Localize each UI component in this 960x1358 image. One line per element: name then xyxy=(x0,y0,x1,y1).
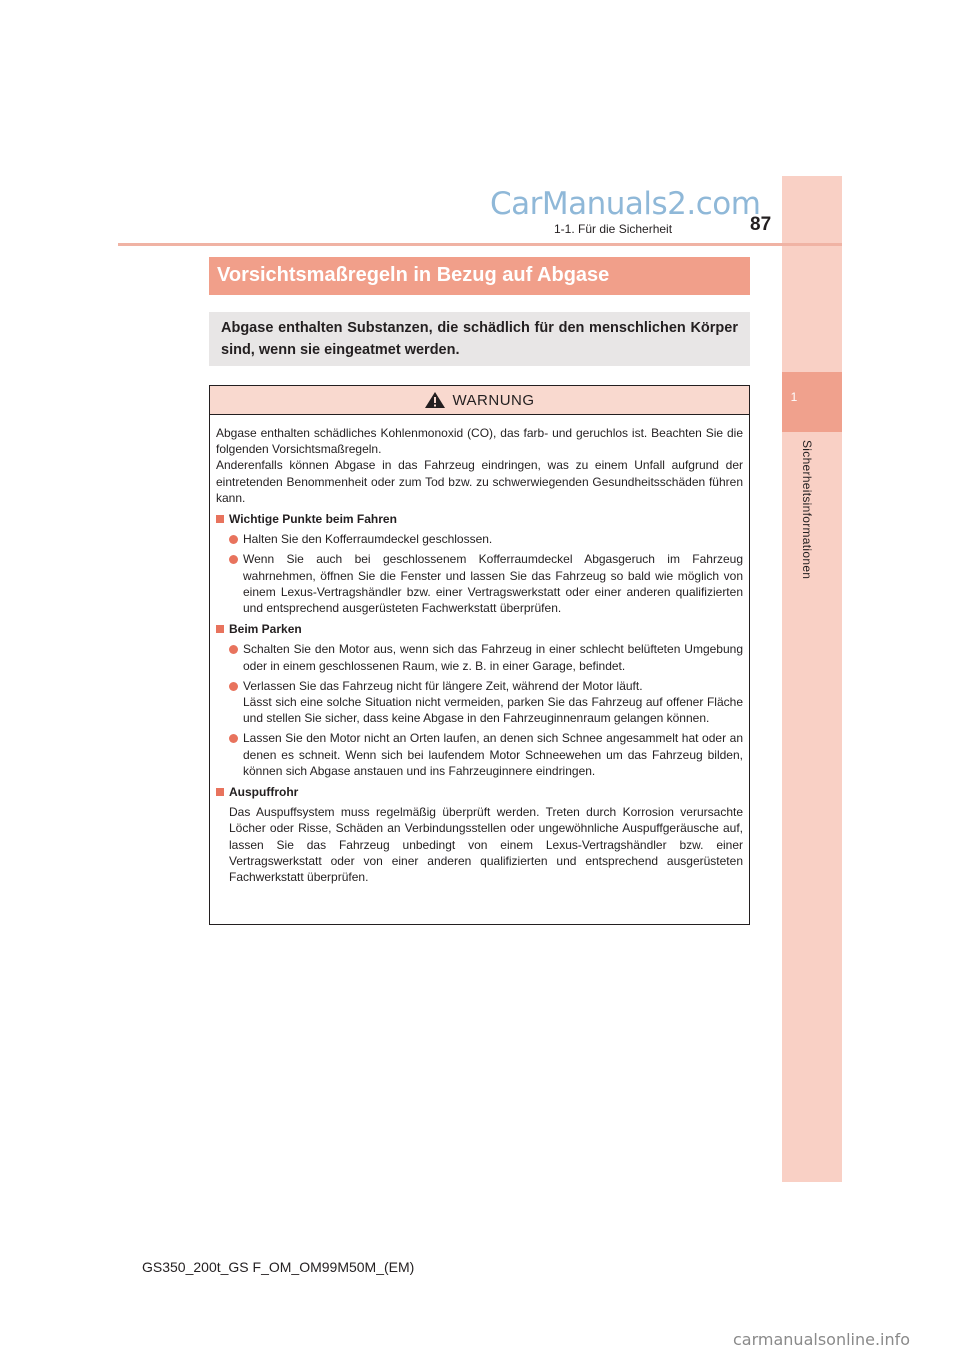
warning-intro-2: Anderenfalls können Abgase in das Fahrzeug eindringen, was zu einem Unfall aufgrund der eintretenden Benommenheit oder zum Tod bzw. zu schwerwiegenden Gesundheitsschäden führen kann. xyxy=(216,458,743,505)
warning-label: WARNUNG xyxy=(452,391,535,409)
round-bullet-icon xyxy=(229,555,238,564)
square-bullet-icon xyxy=(216,515,224,523)
watermark-logo-top: CarManuals2.com xyxy=(490,186,761,222)
page-title: Vorsichtsmaßregeln in Bezug auf Abgase xyxy=(209,257,750,295)
square-bullet-icon xyxy=(216,788,224,796)
list-item: Lassen Sie den Motor nicht an Orten laufen, an denen sich Schnee angesammelt hat oder an denen es schneit. Wenn sich bei laufendem Motor Schneewehen um das Fahrzeug bilden, können sich Abgase anstauen und ins Fahrzeuginnere eindringen. xyxy=(216,730,743,779)
square-bullet-icon xyxy=(216,625,224,633)
watermark-bottom: carmanualsonline.info xyxy=(733,1330,911,1349)
warning-intro-1: Abgase enthalten schädliches Kohlenmonoxid (CO), das farb- und geruchlos ist. Beachten Sie die folgenden Vorsichtsmaßregeln. xyxy=(216,426,743,457)
chapter-number: 1 xyxy=(790,390,798,404)
chapter-side-tab xyxy=(782,176,842,1182)
list-item: Halten Sie den Kofferraumdeckel geschlossen. xyxy=(216,531,743,547)
round-bullet-icon xyxy=(229,645,238,654)
list-item: Schalten Sie den Motor aus, wenn sich das Fahrzeug in einer schlecht belüfteten Umgebung oder in einem geschlossenen Raum, wie z. B. in einer Garage, befindet. xyxy=(216,641,743,673)
section-heading-text: Beim Parken xyxy=(229,622,302,637)
chapter-label: Sicherheitsinformationen xyxy=(800,440,814,580)
section-heading-parking xyxy=(216,621,743,637)
round-bullet-icon xyxy=(229,535,238,544)
round-bullet-icon xyxy=(229,734,238,743)
document-code: GS350_200t_GS F_OM_OM99M50M_(EM) xyxy=(142,1259,415,1275)
header-divider xyxy=(118,243,842,246)
section-heading-driving xyxy=(216,511,743,527)
section-heading-text: Auspuffrohr xyxy=(229,785,299,800)
section-heading-text: Wichtige Punkte beim Fahren xyxy=(229,512,397,527)
list-item: Verlassen Sie das Fahrzeug nicht für längere Zeit, während der Motor läuft. Lässt sich eine solche Situation nicht vermeiden, parken Sie das Fahrzeug auf offener Fläche und stellen Sie sicher, dass keine Abgase in den Fahrzeuginnenraum gelangen können. xyxy=(216,678,743,727)
exhaust-text: Das Auspuffsystem muss regelmäßig überprüft werden. Treten durch Korrosion verursachte Löcher oder Risse, Schäden an Verbindungsstellen oder ungewöhnliche Auspuffgeräusche auf, lassen Sie das Fahrzeug unbedingt von einem Lexus-Vertragshändler bzw. einer Vertragswerkstatt oder von einer anderen qualifizierten und entsprechend ausgerüsteten Fachwerkstatt überprüfen. xyxy=(229,805,743,885)
running-header-section: 1-1. Für die Sicherheit xyxy=(554,222,673,236)
warning-header xyxy=(210,386,749,415)
warning-body xyxy=(210,415,749,885)
warning-triangle-icon xyxy=(424,391,446,409)
warning-box xyxy=(209,385,750,925)
intro-box: Abgase enthalten Substanzen, die schädlich für den menschlichen Körper sind, wenn sie eingeatmet werden. xyxy=(209,312,750,366)
section-heading-exhaust xyxy=(216,784,743,800)
list-item: Wenn Sie auch bei geschlossenem Kofferraumdeckel Abgasgeruch im Fahrzeug wahrnehmen, öffnen Sie die Fenster und lassen Sie das Fahrzeug so bald wie möglich von einem Lexus-Vertragshändler bzw. einer Vertragswerkstatt oder einer anderen qualifizierten und entsprechend ausgerüsteten Fachwerkstatt überprüfen. xyxy=(216,551,743,616)
page-number: 87 xyxy=(750,214,772,235)
round-bullet-icon xyxy=(229,682,238,691)
